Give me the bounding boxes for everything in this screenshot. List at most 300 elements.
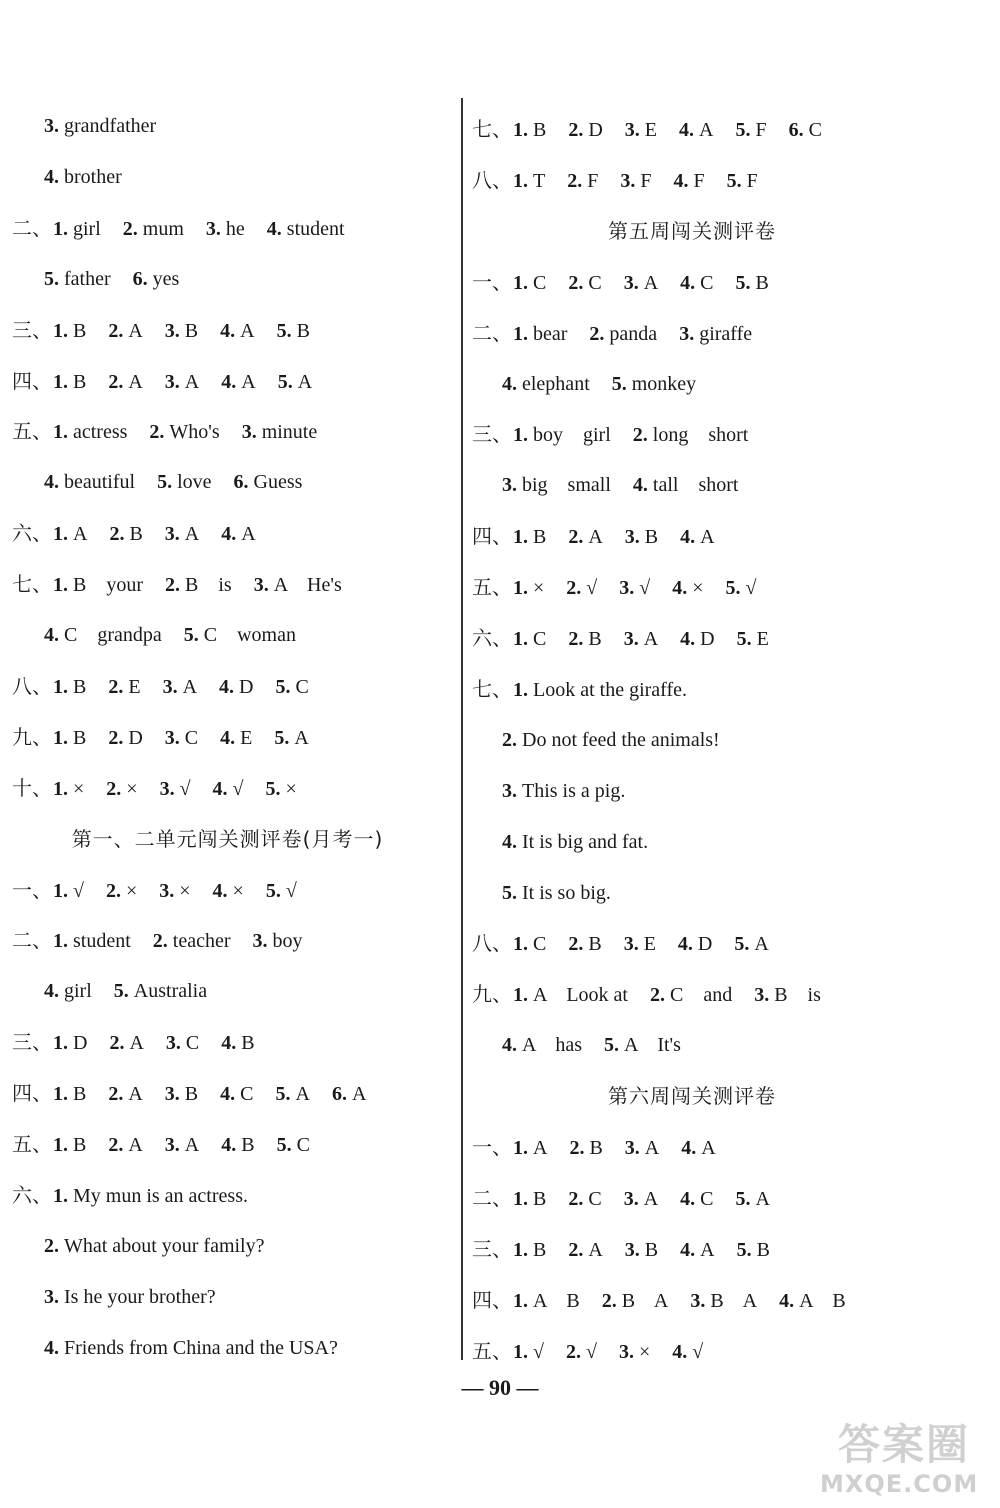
- question-number: 3.: [502, 779, 517, 802]
- question-number: 1.: [513, 933, 528, 956]
- question-number: 2.: [568, 119, 584, 141]
- question-number: 1.: [53, 319, 68, 342]
- answer-text: Guess: [253, 471, 303, 494]
- answer-line: [12, 770, 319, 806]
- answer-text: √: [586, 577, 598, 600]
- answer-text: F: [587, 169, 599, 192]
- section-marker: 四、: [472, 524, 512, 549]
- question-number: 1.: [513, 1187, 528, 1210]
- answer-text: √: [692, 1340, 704, 1363]
- question-number: 5.: [275, 1083, 291, 1106]
- answer-line: [472, 264, 791, 300]
- section-marker: 三、: [12, 317, 52, 342]
- answer-text: B: [589, 1137, 603, 1159]
- answer-text: giraffe: [699, 322, 753, 345]
- answer-text: C: [588, 1187, 602, 1210]
- section-marker: 三、: [472, 1236, 512, 1261]
- question-number: 4.: [681, 1137, 697, 1159]
- answer-text: B: [73, 319, 87, 342]
- answer-line: [44, 464, 324, 500]
- answer-text: tall short: [652, 474, 739, 497]
- question-number: 2.: [566, 577, 582, 600]
- answer-text: B: [73, 726, 87, 749]
- answer-text: he: [225, 217, 245, 240]
- answer-text: B A: [710, 1289, 758, 1312]
- section-marker: 七、: [12, 572, 52, 597]
- question-number: 2.: [44, 1234, 59, 1257]
- answer-line: [472, 976, 843, 1012]
- answer-text: yes: [152, 267, 180, 290]
- section-marker: 四、: [12, 1081, 52, 1106]
- section-marker: 十、: [12, 775, 52, 800]
- answer-line: [44, 159, 144, 195]
- question-number: 2.: [565, 1340, 581, 1363]
- answer-text: A: [297, 370, 313, 393]
- answer-text: B: [756, 1238, 770, 1261]
- question-number: 5.: [157, 471, 173, 494]
- answer-text: A: [294, 726, 309, 749]
- section-marker: 六、: [12, 1182, 52, 1207]
- question-number: 5.: [265, 879, 281, 902]
- answer-text: A: [700, 526, 715, 549]
- answer-text: A: [644, 1137, 660, 1159]
- answer-line: [472, 1231, 792, 1267]
- answer-text: C: [295, 675, 309, 698]
- question-number: 5.: [277, 370, 293, 393]
- answer-text: ×: [232, 879, 244, 902]
- answer-text: C: [533, 271, 547, 294]
- question-number: 2.: [165, 574, 180, 597]
- answer-line: [12, 872, 319, 908]
- section-marker: 一、: [12, 877, 52, 902]
- section-marker: 二、: [12, 215, 52, 240]
- column-divider: [461, 98, 463, 1360]
- answer-text: E: [756, 628, 769, 650]
- answer-line: [12, 1024, 277, 1060]
- question-number: 1.: [513, 169, 528, 192]
- answer-line: [472, 162, 780, 198]
- question-number: 3.: [502, 474, 517, 497]
- answer-text: F: [693, 169, 705, 192]
- section-marker: 六、: [472, 626, 512, 650]
- answer-text: A: [533, 1137, 548, 1159]
- answer-line: [502, 366, 718, 402]
- question-number: 5.: [726, 169, 742, 192]
- question-number: 4.: [44, 1336, 59, 1359]
- question-number: 1.: [53, 879, 68, 902]
- question-number: 1.: [53, 421, 68, 444]
- answer-text: beautiful: [64, 471, 136, 494]
- question-number: 1.: [53, 726, 68, 749]
- answer-text: B A: [621, 1289, 669, 1312]
- answer-text: grandfather: [64, 115, 157, 137]
- answer-text: ×: [73, 777, 85, 800]
- answer-text: elephant: [522, 372, 590, 395]
- question-number: 4.: [680, 526, 696, 549]
- answer-text: It is so big.: [522, 881, 611, 904]
- answer-text: D: [239, 675, 254, 698]
- answer-text: ×: [533, 577, 545, 600]
- answer-text: love: [177, 471, 212, 494]
- answer-text: A: [588, 526, 603, 549]
- question-number: 2.: [568, 1187, 584, 1210]
- question-number: 3.: [619, 577, 635, 600]
- answer-text: A: [240, 319, 255, 342]
- question-number: 1.: [513, 424, 528, 447]
- answer-text: F: [746, 169, 758, 192]
- answer-line: [472, 1282, 868, 1318]
- question-number: 5.: [276, 319, 292, 342]
- answer-text: father: [64, 267, 111, 290]
- question-number: 1.: [53, 217, 68, 240]
- answer-text: ×: [692, 577, 704, 600]
- answer-text: A: [588, 1238, 603, 1261]
- answer-text: A: [643, 271, 659, 294]
- answer-text: B: [184, 319, 199, 342]
- answer-text: boy: [272, 930, 303, 953]
- answer-text: A: [128, 319, 143, 342]
- section-marker: 五、: [472, 575, 512, 600]
- section-heading: 第一、二单元闯关测评卷(月考一): [71, 826, 384, 851]
- question-number: 3.: [205, 217, 221, 240]
- section-marker: 二、: [472, 320, 512, 345]
- question-number: 1.: [513, 1289, 528, 1312]
- question-number: 4.: [672, 577, 688, 600]
- answer-text: √: [639, 577, 651, 600]
- answer-line: [12, 922, 325, 958]
- answer-text: A: [129, 1032, 144, 1055]
- question-number: 3.: [241, 421, 257, 444]
- question-number: 2.: [589, 322, 605, 345]
- question-number: 1.: [53, 930, 68, 953]
- question-number: 2.: [502, 728, 517, 751]
- question-number: 3.: [164, 523, 180, 546]
- answer-line: [472, 569, 779, 605]
- answer-text: B: [588, 628, 602, 650]
- answer-text: A: [182, 675, 198, 698]
- page-number: — 90 —: [461, 1375, 539, 1400]
- answer-text: C: [240, 1083, 254, 1106]
- question-number: 2.: [108, 1134, 124, 1156]
- question-number: 1.: [53, 1184, 68, 1207]
- answer-text: C: [700, 271, 714, 294]
- question-number: 3.: [679, 322, 695, 345]
- answer-line: [44, 617, 318, 653]
- answer-line: [502, 824, 670, 860]
- question-number: 3.: [253, 574, 269, 597]
- answer-text: B: [241, 1134, 255, 1156]
- answer-text: A: [241, 523, 256, 546]
- answer-text: brother: [64, 165, 122, 188]
- question-number: 5.: [611, 372, 627, 395]
- answer-text: B: [184, 1083, 199, 1106]
- answer-text: √: [533, 1340, 544, 1363]
- question-number: 1.: [513, 577, 528, 600]
- section-marker: 二、: [472, 1185, 512, 1210]
- question-number: 5.: [276, 1134, 292, 1156]
- answer-text: √: [745, 577, 757, 600]
- section-marker: 八、: [12, 673, 52, 698]
- answer-text: A B: [799, 1289, 846, 1312]
- question-number: 5.: [734, 933, 750, 956]
- section-marker: 九、: [472, 982, 512, 1007]
- question-number: 3.: [620, 169, 636, 192]
- question-number: 3.: [754, 984, 770, 1007]
- answer-text: A: [643, 1187, 659, 1210]
- question-number: 5.: [735, 119, 751, 141]
- answer-line: [44, 973, 229, 1009]
- answer-text: A: [754, 933, 769, 956]
- question-number: 3.: [164, 1083, 180, 1106]
- question-number: 5.: [275, 675, 291, 698]
- answer-text: boy girl: [533, 424, 611, 447]
- section-heading: 第五周闯关测评卷: [608, 218, 776, 243]
- answer-text: Who's: [169, 421, 220, 444]
- question-number: 4.: [44, 624, 59, 646]
- question-number: 1.: [513, 984, 528, 1007]
- answer-text: A has: [522, 1034, 582, 1057]
- question-number: 1.: [513, 322, 528, 345]
- section-marker: 四、: [12, 368, 52, 393]
- answer-line: [472, 925, 791, 961]
- question-number: 4.: [680, 1238, 696, 1261]
- answer-text: Look at the giraffe.: [533, 678, 688, 701]
- question-number: 1.: [513, 1137, 528, 1159]
- answer-text: This is a pig.: [522, 779, 626, 802]
- question-number: 6.: [788, 119, 804, 141]
- answer-text: B: [73, 1134, 87, 1156]
- question-number: 3.: [624, 1137, 640, 1159]
- answer-text: C: [296, 1134, 310, 1156]
- section-marker: 七、: [472, 676, 512, 701]
- question-number: 3.: [624, 1238, 640, 1261]
- question-number: 4.: [677, 933, 693, 956]
- answer-line: [472, 315, 774, 351]
- answer-line: [12, 515, 278, 551]
- answer-text: A: [700, 1238, 715, 1261]
- answer-line: [12, 1177, 270, 1213]
- question-number: 1.: [53, 1032, 68, 1055]
- section-marker: 三、: [472, 422, 512, 447]
- question-number: 2.: [601, 1289, 617, 1312]
- answer-text: C: [808, 119, 822, 141]
- answer-text: teacher: [172, 930, 231, 953]
- answer-text: B: [533, 526, 547, 549]
- question-number: 5.: [736, 628, 752, 650]
- question-number: 5.: [265, 777, 281, 800]
- answer-text: What about your family?: [64, 1234, 265, 1257]
- answer-line: [12, 413, 339, 449]
- question-number: 2.: [568, 1238, 584, 1261]
- answer-text: D: [588, 119, 603, 141]
- question-number: 1.: [513, 1340, 528, 1363]
- question-number: 1.: [513, 526, 528, 549]
- answer-text: √: [232, 777, 244, 800]
- answer-text: B: [73, 370, 87, 393]
- question-number: 2.: [568, 526, 584, 549]
- answer-text: A: [184, 1134, 200, 1156]
- answer-text: A B: [533, 1289, 580, 1312]
- section-marker: 五、: [472, 1338, 512, 1363]
- question-number: 2.: [632, 424, 648, 447]
- question-number: 3.: [624, 119, 640, 141]
- answer-text: B is: [774, 984, 821, 1007]
- answer-text: B: [644, 1238, 659, 1261]
- question-number: 5.: [502, 881, 517, 904]
- answer-line: [472, 111, 844, 147]
- question-number: 4.: [219, 675, 235, 698]
- question-number: 3.: [618, 1340, 634, 1363]
- question-number: 2.: [122, 217, 138, 240]
- answer-text: C: [700, 1187, 714, 1210]
- question-number: 2.: [108, 370, 124, 393]
- question-number: 1.: [53, 1083, 68, 1106]
- question-number: 3.: [44, 115, 59, 137]
- answer-text: C: [184, 726, 199, 749]
- answer-text: F: [755, 119, 767, 141]
- answer-text: ×: [638, 1340, 651, 1363]
- answer-line: [472, 518, 737, 554]
- section-marker: 四、: [472, 1287, 512, 1312]
- question-number: 1.: [53, 574, 68, 597]
- question-number: 2.: [108, 1083, 124, 1106]
- answer-text: A: [755, 1187, 770, 1210]
- answer-text: C: [588, 271, 602, 294]
- question-number: 4.: [212, 879, 228, 902]
- answer-text: A: [351, 1083, 367, 1106]
- section-marker: 一、: [472, 1135, 512, 1159]
- answer-text: A It's: [624, 1034, 681, 1057]
- answer-text: D: [73, 1032, 88, 1055]
- question-number: 1.: [53, 777, 68, 800]
- question-number: 2.: [149, 421, 165, 444]
- question-number: 2.: [109, 1032, 125, 1055]
- question-number: 2.: [650, 984, 665, 1007]
- question-number: 4.: [221, 523, 237, 546]
- question-number: 4.: [779, 1289, 795, 1312]
- question-number: 4.: [220, 319, 236, 342]
- answer-text: panda: [609, 322, 658, 345]
- answer-line: [12, 1075, 388, 1111]
- section-marker: 七、: [472, 117, 512, 141]
- question-number: 3.: [624, 526, 640, 549]
- question-number: 4.: [221, 1032, 237, 1055]
- question-number: 2.: [108, 675, 124, 698]
- answer-line: [12, 210, 367, 246]
- answer-text: C: [533, 933, 547, 956]
- question-number: 6.: [331, 1083, 347, 1106]
- answer-text: B: [588, 933, 602, 956]
- question-number: 4.: [212, 777, 228, 800]
- answer-text: C and: [670, 984, 733, 1007]
- answer-line: [12, 668, 331, 704]
- answer-line: [44, 108, 178, 144]
- question-number: 3.: [165, 1032, 181, 1055]
- question-number: 5.: [725, 577, 741, 600]
- question-number: 1.: [513, 628, 528, 650]
- answer-text: A: [295, 1083, 310, 1106]
- answer-text: It is big and fat.: [522, 830, 649, 853]
- answer-line: [12, 363, 334, 399]
- question-number: 3.: [159, 777, 175, 800]
- answer-text: Friends from China and the USA?: [64, 1336, 338, 1359]
- answer-text: B your: [73, 574, 143, 597]
- question-number: 4.: [221, 1134, 237, 1156]
- answer-text: A: [701, 1137, 716, 1159]
- question-number: 3.: [623, 933, 639, 956]
- question-number: 3.: [164, 370, 180, 393]
- question-number: 4.: [221, 370, 237, 393]
- question-number: 2.: [569, 1137, 585, 1159]
- answer-text: B: [533, 1238, 547, 1261]
- answer-text: A: [128, 1134, 143, 1156]
- answer-text: B: [241, 1032, 255, 1055]
- answer-text: √: [179, 777, 191, 800]
- answer-text: C woman: [203, 624, 296, 646]
- question-number: 2.: [568, 628, 584, 650]
- answer-text: E: [240, 726, 253, 749]
- answer-text: A He's: [273, 574, 342, 597]
- answer-text: √: [73, 879, 84, 902]
- answer-text: A: [184, 370, 200, 393]
- question-number: 6.: [233, 471, 249, 494]
- answer-line: [44, 1279, 238, 1315]
- answer-text: E: [128, 675, 141, 698]
- question-number: 2.: [105, 879, 121, 902]
- answer-text: C grandpa: [64, 624, 162, 646]
- answer-text: girl: [73, 217, 101, 240]
- answer-text: A: [128, 370, 143, 393]
- question-number: 5.: [183, 624, 199, 646]
- question-number: 1.: [513, 1238, 528, 1261]
- answer-text: girl: [64, 980, 92, 1003]
- answer-line: [44, 1330, 360, 1366]
- question-number: 3.: [623, 628, 639, 650]
- question-number: 2.: [108, 726, 124, 749]
- question-number: 1.: [53, 675, 68, 698]
- watermark-en: MXQE.COM: [820, 1470, 979, 1498]
- question-number: 3.: [44, 1285, 59, 1308]
- question-number: 3.: [252, 930, 268, 953]
- answer-line: [12, 566, 364, 602]
- answer-text: student: [73, 930, 131, 953]
- answer-text: D: [697, 933, 713, 956]
- question-number: 4.: [44, 980, 59, 1003]
- answer-text: A Look at: [533, 984, 628, 1007]
- answer-text: Do not feed the animals!: [522, 728, 720, 751]
- answer-text: B: [296, 319, 310, 342]
- question-number: 4.: [266, 217, 282, 240]
- answer-text: B: [644, 526, 659, 549]
- question-number: 1.: [53, 1134, 68, 1156]
- answer-text: minute: [261, 421, 318, 444]
- watermark-cn: 答案圈: [838, 1420, 971, 1469]
- answer-text: B: [73, 675, 87, 698]
- answer-text: A: [73, 523, 88, 546]
- answer-line: [502, 722, 742, 758]
- answer-text: ×: [125, 879, 138, 902]
- answer-text: C: [185, 1032, 200, 1055]
- answer-text: student: [286, 217, 345, 240]
- section-marker: 八、: [472, 167, 512, 192]
- question-number: 6.: [132, 267, 148, 290]
- answer-text: big small: [522, 474, 611, 497]
- question-number: 5.: [44, 267, 59, 290]
- section-marker: 二、: [12, 928, 52, 953]
- answer-text: C: [533, 628, 547, 650]
- section-heading: 第六周闯关测评卷: [608, 1084, 776, 1109]
- answer-text: monkey: [631, 372, 697, 395]
